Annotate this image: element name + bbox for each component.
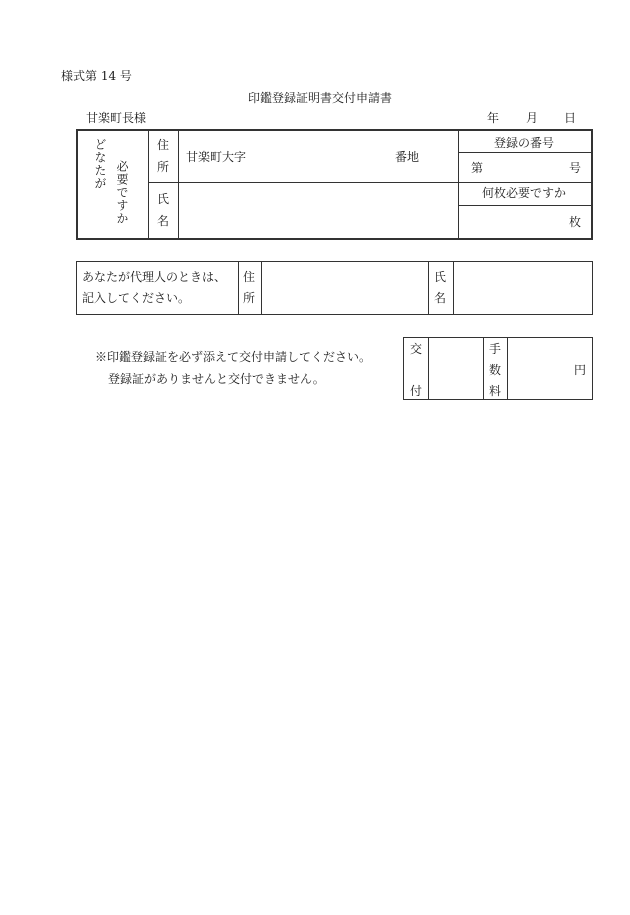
fee-label: 手	[489, 342, 502, 356]
agent-note: あなたが代理人のときは、	[82, 270, 227, 284]
table-divider	[178, 130, 179, 238]
table-divider	[483, 337, 484, 400]
agent-name-label: 氏	[434, 270, 447, 284]
agent-name-field[interactable]	[456, 264, 590, 312]
name-field[interactable]	[182, 186, 454, 234]
address-prefix: 甘楽町大字	[186, 150, 247, 164]
notice-text: 登録証がありませんと交付できません。	[108, 372, 325, 386]
date-day-label: 日	[564, 111, 577, 125]
fee-amount-field[interactable]	[510, 340, 570, 397]
issue-stamp-field[interactable]	[431, 340, 480, 397]
agent-address-label: 住	[243, 270, 256, 284]
name-label: 名	[157, 214, 170, 228]
table-divider	[428, 261, 429, 315]
table-divider	[458, 130, 459, 238]
agent-name-label: 名	[434, 291, 447, 305]
who-needs-question: 必要ですか	[115, 160, 129, 225]
address-suffix: 番地	[395, 150, 420, 164]
agent-note: 記入してください。	[82, 291, 191, 305]
address-label: 住	[157, 138, 170, 152]
fee-label: 料	[489, 384, 502, 398]
fee-unit: 円	[574, 363, 587, 377]
form-title: 印鑑登録証明書交付申請書	[248, 91, 393, 105]
date-year-label: 年	[487, 111, 500, 125]
registration-suffix: 号	[569, 161, 582, 175]
issue-label: 付	[410, 384, 423, 398]
table-divider	[261, 261, 262, 315]
table-divider	[428, 337, 429, 400]
copies-field[interactable]	[462, 209, 566, 235]
table-divider	[458, 205, 592, 206]
table-divider	[453, 261, 454, 315]
issue-label: 交	[410, 342, 423, 356]
who-needs-question: どなたが	[93, 138, 107, 190]
agent-address-field[interactable]	[264, 264, 425, 312]
date-month-label: 月	[526, 111, 539, 125]
table-divider	[148, 130, 149, 238]
form-number: 様式第 14 号	[61, 69, 132, 83]
registration-number-field[interactable]	[488, 156, 564, 180]
fee-label: 数	[489, 363, 502, 377]
copies-unit: 枚	[569, 215, 582, 229]
registration-prefix: 第	[471, 161, 484, 175]
table-divider	[507, 337, 508, 400]
notice-text: ※印鑑登録証を必ず添えて交付申請してください。	[95, 350, 372, 364]
addressee: 甘楽町長様	[86, 111, 147, 125]
agent-address-label: 所	[243, 291, 256, 305]
address-label: 所	[157, 160, 170, 174]
address-field[interactable]	[250, 134, 390, 178]
registration-number-header: 登録の番号	[494, 136, 555, 150]
name-label: 氏	[157, 192, 170, 206]
table-divider	[458, 152, 592, 153]
table-divider	[148, 182, 592, 183]
copies-header: 何枚必要ですか	[482, 186, 567, 200]
table-divider	[238, 261, 239, 315]
